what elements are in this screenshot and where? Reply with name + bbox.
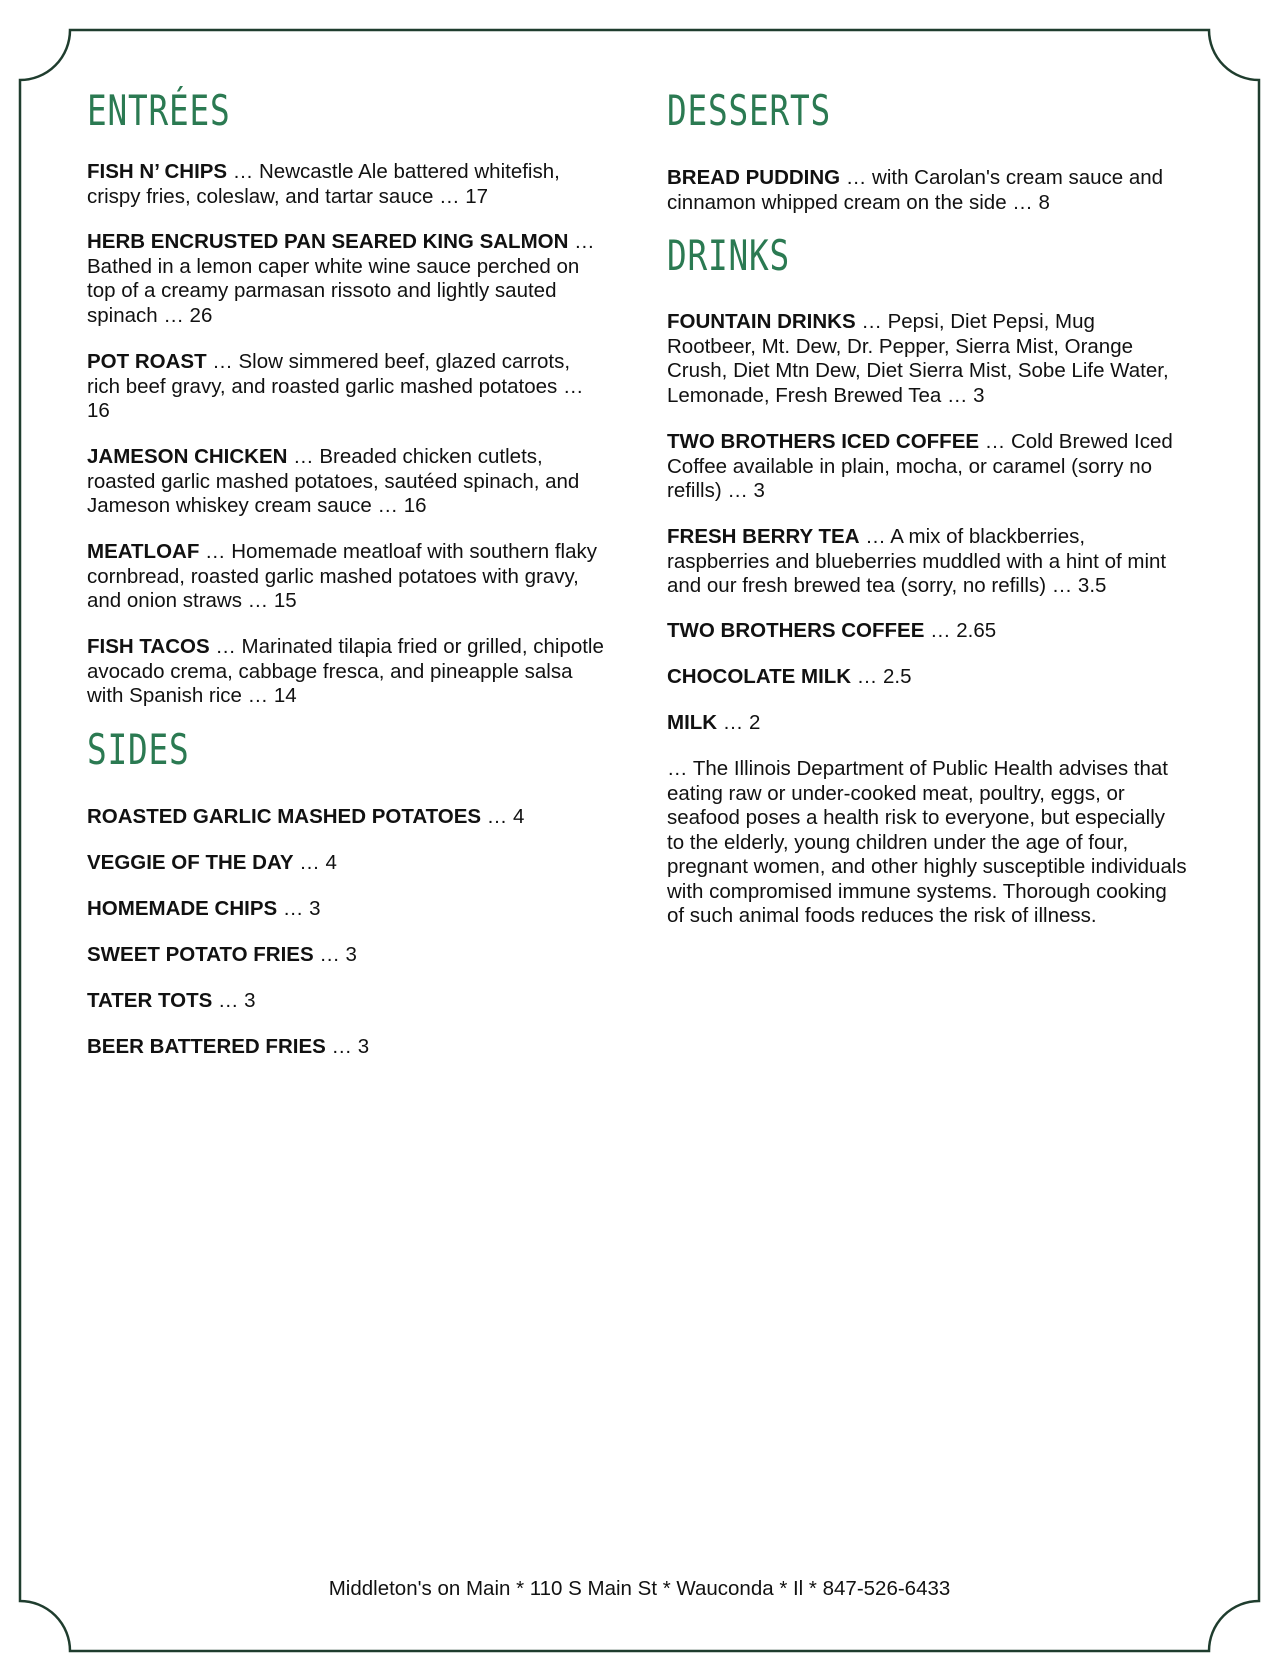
item-description: … 4 <box>293 851 337 874</box>
menu-item <box>87 350 607 424</box>
item-description: … 3 <box>212 989 256 1012</box>
item-name: BREAD PUDDING <box>667 166 841 189</box>
item-name: JAMESON CHICKEN <box>87 445 288 468</box>
restaurant-footer: Middleton's on Main * 110 S Main St * Wauconda * Il * 847-526-6433 <box>328 1577 951 1600</box>
desserts-heading: DESSERTS <box>667 86 832 135</box>
menu-item <box>87 160 607 209</box>
item-description: … Marinated tilapia fried or grilled, chipotle avocado crema, cabbage fresca, and pineapple salsa with Spanish rice … 14 <box>87 635 604 707</box>
item-description: … 3 <box>277 897 321 920</box>
item-description: … Homemade meatloaf with southern flaky cornbread, roasted garlic mashed potatoes with gravy, and onion straws … 15 <box>87 540 598 612</box>
menu-item <box>667 525 1187 599</box>
item-description: … A mix of blackberries, raspberries and blueberries muddled with a hint of mint and our fresh brewed tea (sorry, no refills) … 3.5 <box>667 525 1167 597</box>
item-name: HERB ENCRUSTED PAN SEARED KING SALMON <box>87 230 569 253</box>
item-description: … Bathed in a lemon caper white wine sauce perched on top of a creamy parmasan rissoto and lightly sauted spinach … 26 <box>87 230 595 327</box>
item-name: POT ROAST <box>87 350 207 373</box>
menu-item <box>87 1035 607 1060</box>
item-description: … Cold Brewed Iced Coffee available in plain, mocha, or caramel (sorry no refills) … 3 <box>667 430 1173 502</box>
menu-item <box>87 989 607 1014</box>
item-description: … 2 <box>717 711 761 734</box>
sides-heading: SIDES <box>87 725 190 774</box>
item-name: TWO BROTHERS ICED COFFEE <box>667 430 980 453</box>
menu-item <box>667 711 1187 736</box>
menu-item <box>667 430 1187 504</box>
item-name: ROASTED GARLIC MASHED POTATOES <box>87 805 482 828</box>
health-advisory: … The Illinois Department of Public Health advises that eating raw or under-cooked meat, poultry, eggs, or seafood poses a health risk to everyone, but especially to the elderly, young children under the age of four, pregnant women, and other highly susceptible individuals with compromised immune systems. Thorough cooking of such animal foods reduces the risk of illness. <box>667 757 1187 927</box>
menu-item <box>87 230 607 328</box>
item-description: … Slow simmered beef, glazed carrots, rich beef gravy, and roasted garlic mashed potatoes … 16 <box>87 350 584 422</box>
item-name: VEGGIE OF THE DAY <box>87 851 294 874</box>
menu-item <box>667 619 1187 644</box>
item-description: … 4 <box>481 805 525 828</box>
item-description: … 2.65 <box>924 619 997 642</box>
menu-item <box>667 310 1187 408</box>
item-name: FRESH BERRY TEA <box>667 525 860 548</box>
menu-item <box>87 897 607 922</box>
item-description: … with Carolan's cream sauce and cinnamon whipped cream on the side … 8 <box>667 166 1164 214</box>
item-name: FISH N’ CHIPS <box>87 160 228 183</box>
item-name: MILK <box>667 711 718 734</box>
item-description: … 3 <box>313 943 357 966</box>
menu-item <box>87 445 607 519</box>
menu-item <box>87 851 607 876</box>
menu-item <box>667 665 1187 690</box>
item-description: … 2.5 <box>851 665 912 688</box>
item-name: SWEET POTATO FRIES <box>87 943 314 966</box>
menu-item <box>87 635 607 709</box>
item-name: MEATLOAF <box>87 540 200 563</box>
item-description: … Newcastle Ale battered whitefish, crispy fries, coleslaw, and tartar sauce … 17 <box>87 160 560 208</box>
item-name: FISH TACOS <box>87 635 210 658</box>
item-name: HOMEMADE CHIPS <box>87 897 278 920</box>
item-description: … Breaded chicken cutlets, roasted garlic mashed potatoes, sautéed spinach, and Jameson whiskey cream sauce … 16 <box>87 445 580 517</box>
item-description: … Pepsi, Diet Pepsi, Mug Rootbeer, Mt. Dew, Dr. Pepper, Sierra Mist, Orange Crush, Diet Mtn Dew, Diet Sierra Mist, Sobe Life Water, Lemonade, Fresh Brewed Tea … 3 <box>667 310 1169 407</box>
item-description: … 3 <box>325 1035 370 1058</box>
menu-item <box>667 166 1187 215</box>
menu-item <box>87 540 607 614</box>
entrees-heading: ENTRÉES <box>87 86 231 135</box>
menu-item <box>87 943 607 968</box>
item-name: TWO BROTHERS COFFEE <box>667 619 925 642</box>
menu-item <box>87 805 607 830</box>
item-name: TATER TOTS <box>87 989 213 1012</box>
item-name: BEER BATTERED FRIES <box>87 1035 326 1058</box>
item-name: FOUNTAIN DRINKS <box>667 310 856 333</box>
drinks-heading: DRINKS <box>667 231 791 280</box>
item-name: CHOCOLATE MILK <box>667 665 852 688</box>
